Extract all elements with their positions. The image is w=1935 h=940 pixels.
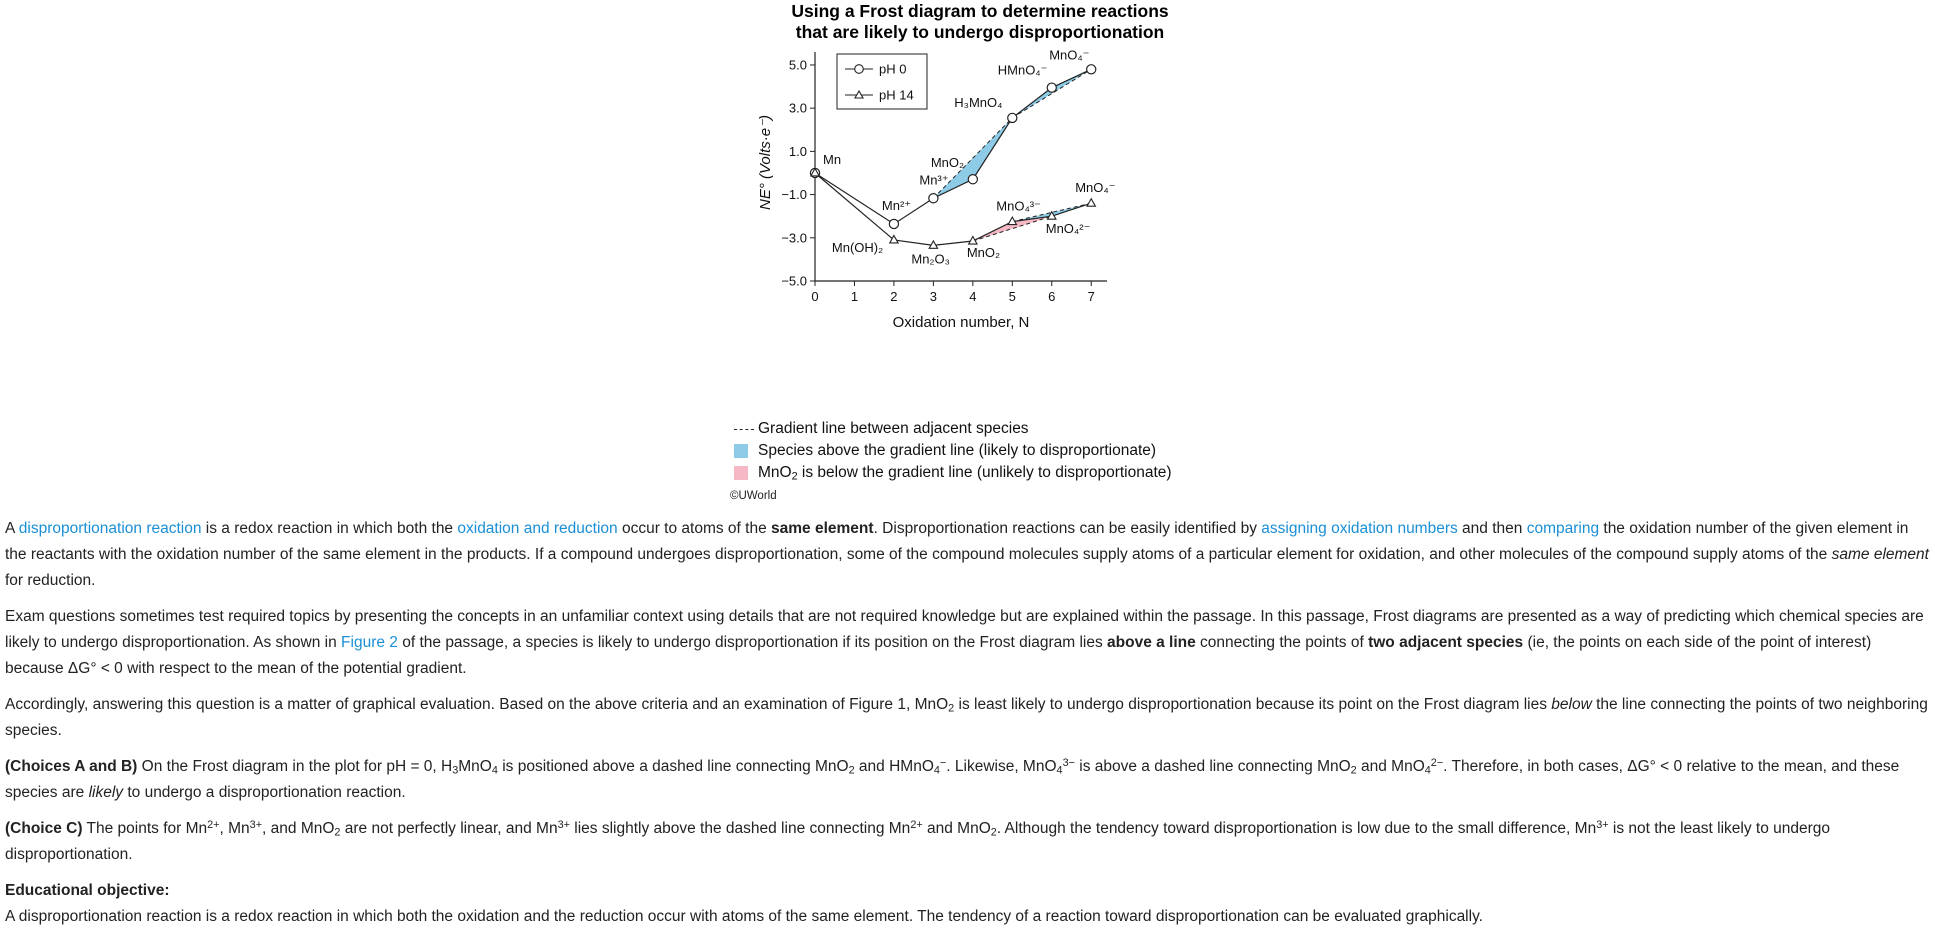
y-tick-label: −1.0	[781, 187, 807, 203]
point-ph0-2	[929, 194, 938, 203]
link-disproportionation-reaction[interactable]: disproportionation reaction	[18, 520, 202, 537]
explanation-text	[5, 516, 1930, 940]
paragraph-2: Exam questions sometimes test required topics by presenting the concepts in an unfamiliar context using details that are not required knowledge but are explained within the passage. In this passage, Frost diagrams are presented as a way of predicting which chemical species are likely to undergo disproportionation. As shown in Figure 2 of the passage, a species is likely to undergo disproportionation if its position on the Frost diagram lies above a line connecting the points of two adjacent species (ie, the points on each side of the point of interest) because ΔG° < 0 with respect to the mean of the potential gradient.	[5, 608, 1924, 677]
species-label-3: Mn₂O₃	[911, 251, 950, 267]
point-ph0-6	[1087, 65, 1096, 74]
link-assigning-oxidation-numbers[interactable]: assigning oxidation numbers	[1261, 520, 1458, 537]
species-label-12: MnO₄⁻	[1075, 180, 1116, 196]
species-label-0: Mn	[823, 151, 842, 167]
species-label-5: MnO₂	[930, 155, 965, 171]
x-axis-title: Oxidation number, N	[892, 314, 1030, 331]
figure-title-line-1: Using a Frost diagram to determine reactions	[791, 1, 1169, 21]
species-label-8: MnO₄³⁻	[996, 198, 1041, 214]
figure-title-line-2: that are likely to undergo disproportionation	[795, 22, 1165, 42]
legend-pink-label: MnO$_2$ is below the gradient line (unlikely to disproportionate)	[758, 464, 1172, 483]
x-tick-label-4: 4	[969, 289, 977, 304]
educational-objective-text: A disproportionation reaction is a redox reaction in which both the oxidation and the reduction occur with atoms of the same element. The tendency of a reaction toward disproportionation can be evaluated graphically.	[5, 908, 1483, 925]
point-ph0-4	[1008, 113, 1017, 122]
species-label-1: Mn(OH)₂	[831, 239, 884, 255]
link-oxidation-and-reduction[interactable]: oxidation and reduction	[457, 520, 618, 537]
figure-legend	[734, 418, 1234, 484]
legend-dashed-label: Gradient line between adjacent species	[758, 420, 1029, 437]
species-label-9: HMnO₄⁻	[997, 62, 1048, 78]
y-tick-label: 3.0	[788, 100, 807, 116]
legend-row-blue	[734, 440, 1234, 462]
frost-chart	[720, 47, 1240, 412]
point-ph0-5	[1047, 83, 1056, 92]
legend-blue-label: Species above the gradient line (likely to disproportionate)	[758, 442, 1157, 459]
link-figure-2[interactable]: Figure 2	[341, 634, 398, 651]
species-label-11: MnO₄⁻	[1049, 47, 1090, 63]
frost-diagram-figure	[720, 0, 1240, 510]
x-tick-label-1: 1	[850, 289, 859, 304]
species-label-4: Mn³⁺	[919, 172, 949, 188]
x-tick-label-3: 3	[929, 289, 937, 304]
y-tick-label: −3.0	[781, 230, 807, 246]
species-label-10: MnO₄²⁻	[1045, 221, 1091, 237]
pink-swatch	[734, 466, 748, 480]
plot-legend-label-0: pH 0	[879, 61, 907, 77]
x-tick-label-0: 0	[811, 289, 819, 304]
paragraph-choices-a-b: (Choices A and B) On the Frost diagram in the plot for pH = 0, $H_3MnO_4$ is positioned above a dashed line connecting MnO$_2$ and HMnO$_4$−. Likewise, MnO$_4^{3-}$ is above a dashed line connecting MnO$_2$ and MnO$_4^{2-}$. Therefore, in both cases, ΔG° < 0 relative to the mean, and these species are likely to undergo a disproportionation reaction.	[5, 757, 1900, 801]
educational-objective-title: Educational objective:	[5, 882, 170, 899]
plot-legend-label-1: pH 14	[879, 87, 914, 103]
paragraph-1: A disproportionation reaction is a redox reaction in which both the oxidation and reduction occur to atoms of the same element. Disproportionation reactions can be easily identified by assigning oxidation numbers and then comparing the oxidation number of the given element in the reactants with the oxidation number of the same element in the products. If a compound undergoes disproportionation, some of the compound molecules supply atoms of a particular element for oxidation, and other molecules of the compound supply atoms of the same element for reduction.	[5, 520, 1929, 589]
species-label-6: MnO₂	[966, 245, 1001, 261]
y-tick-label: 1.0	[788, 143, 807, 159]
plot-legend-marker-0	[855, 65, 864, 74]
dashed-line-swatch	[734, 429, 754, 430]
x-tick-label-6: 6	[1048, 289, 1056, 304]
x-tick-label-7: 7	[1087, 289, 1095, 304]
x-tick-label-5: 5	[1008, 289, 1016, 304]
y-tick-label: 5.0	[788, 57, 807, 73]
point-ph14-6	[1087, 199, 1095, 207]
y-tick-label: −5.0	[781, 273, 807, 289]
x-tick-label-2: 2	[890, 289, 898, 304]
legend-row-pink	[734, 462, 1234, 484]
link-comparing[interactable]: comparing	[1526, 520, 1600, 537]
species-label-7: H₃MnO₄	[954, 94, 1003, 110]
copyright-notice: ©UWorld	[730, 490, 777, 502]
y-axis-title: NE° (Volts·e⁻)	[757, 114, 774, 211]
blue-swatch	[734, 444, 748, 458]
species-label-2: Mn²⁺	[881, 197, 912, 213]
legend-row-dashed	[734, 418, 1234, 440]
point-ph14-1	[890, 235, 898, 243]
point-ph0-1	[889, 219, 898, 228]
paragraph-choice-c: (Choice C) The points for $Mn^{2+}$, $Mn^{3+}$, and MnO$_2$ are not perfectly linear, and $Mn^{3+}$ lies slightly above the dashed line connecting $Mn^{2+}$ and MnO$_2$. Although the tendency toward disproportionation is low due to the small difference, $Mn^{3+}$ is not the least likely to undergo disproportionation.	[5, 819, 1831, 863]
paragraph-3: Accordingly, answering this question is a matter of graphical evaluation. Based on the above criteria and an examination of Figure 1, MnO$_2$ is least likely to undergo disproportionation because its point on the Frost diagram lies below the line connecting the points of two neighboring species.	[5, 696, 1928, 739]
point-ph0-3	[968, 175, 977, 184]
